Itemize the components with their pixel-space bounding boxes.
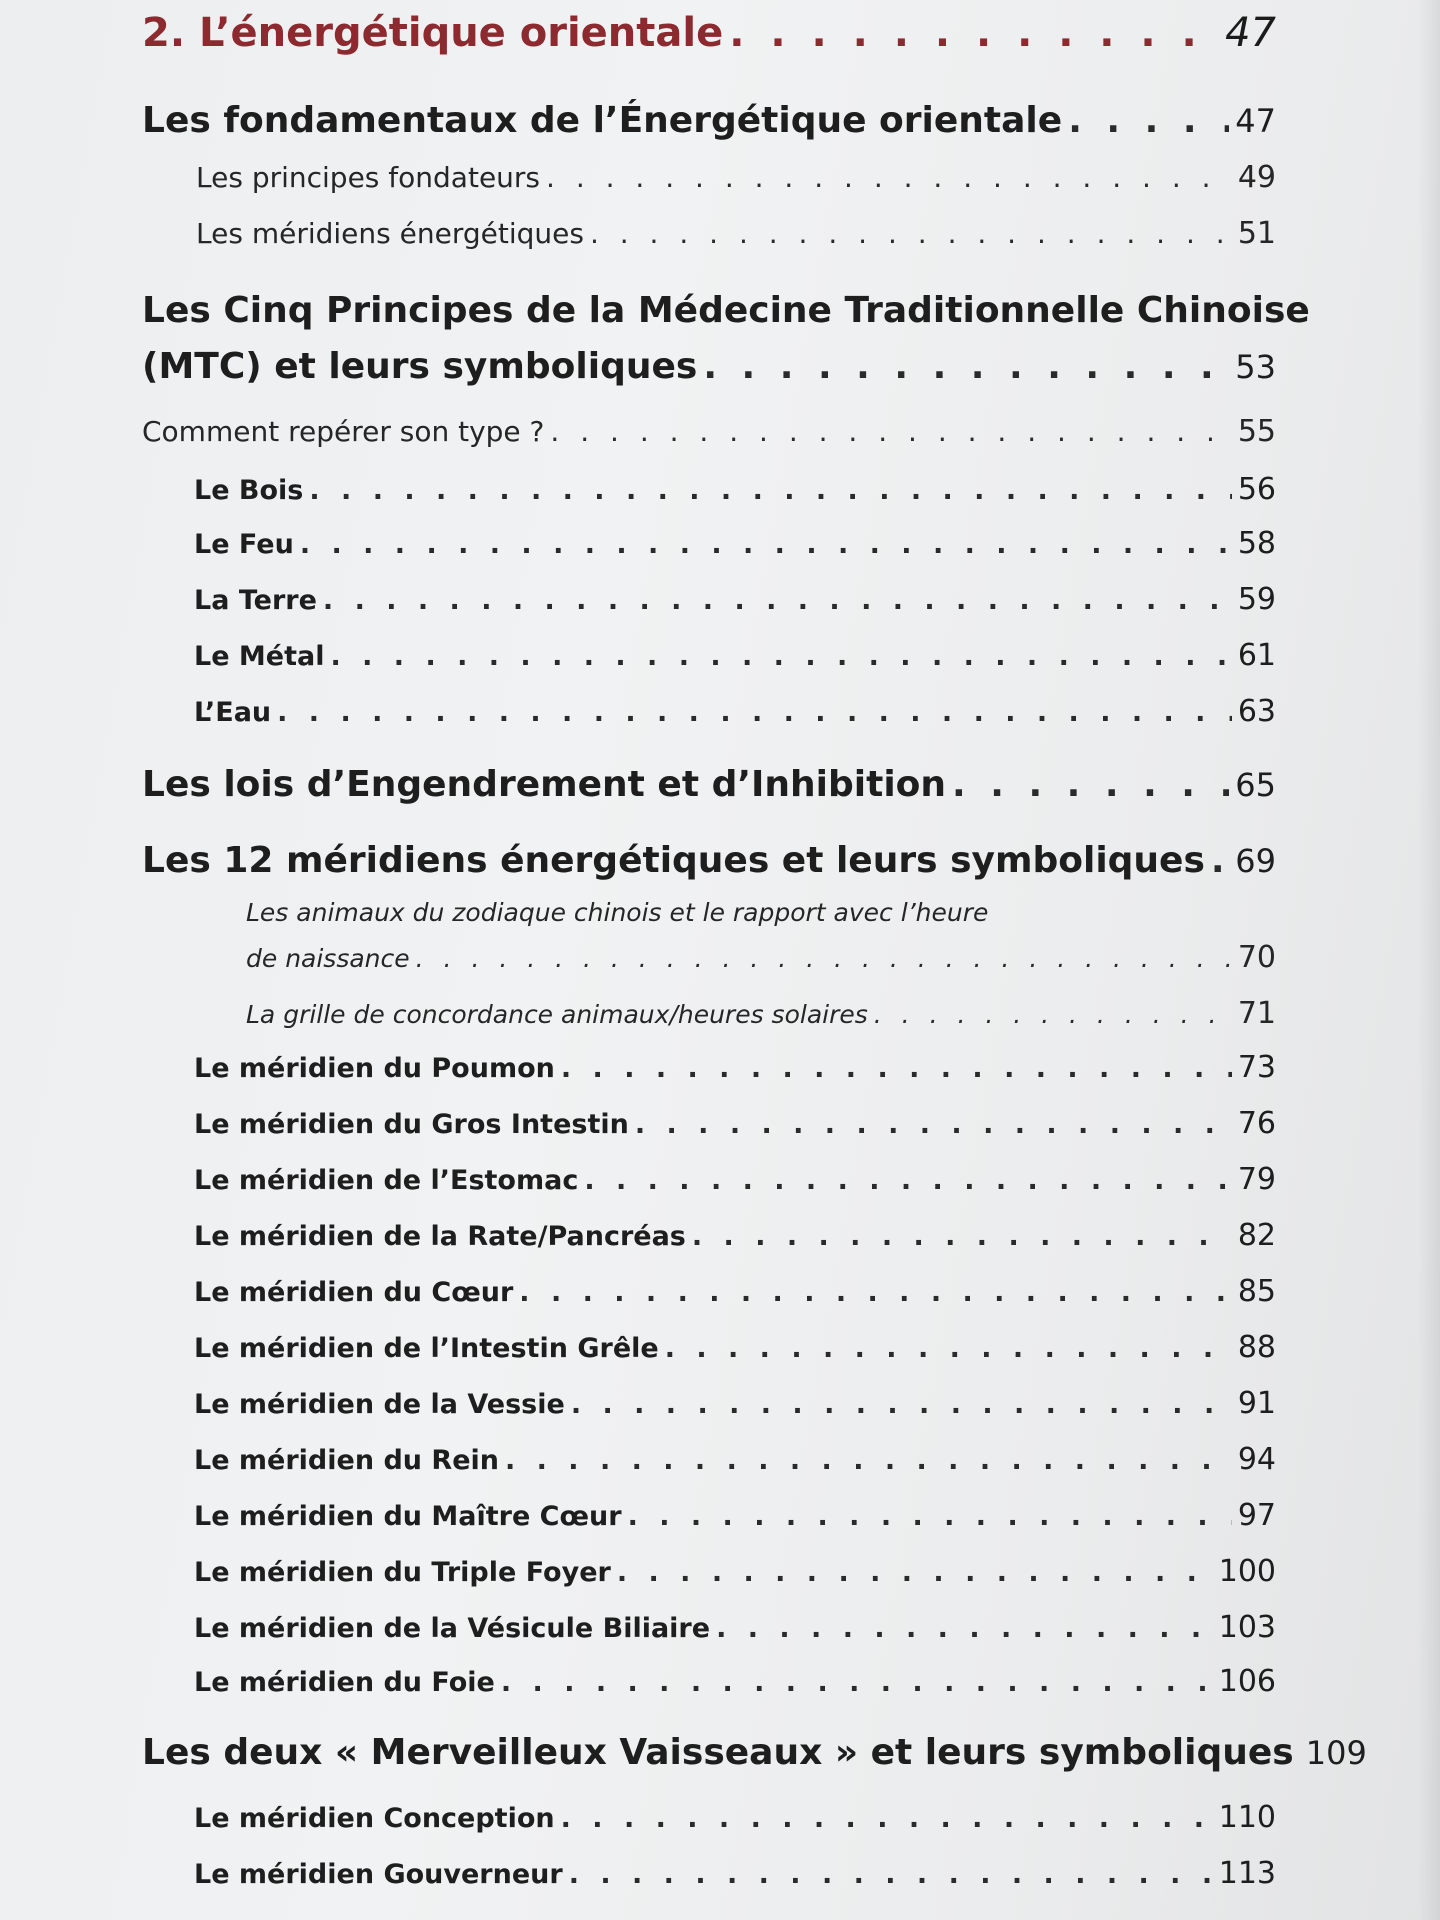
dot-leader bbox=[628, 1501, 1232, 1532]
chapter-page-number: 47 bbox=[1225, 10, 1276, 56]
toc-entry-meridien-gros-intestin[interactable] bbox=[194, 1106, 1276, 1141]
toc-entry-page: 110 bbox=[1218, 1800, 1276, 1835]
toc-entry-page: 79 bbox=[1237, 1162, 1276, 1197]
toc-entry-page: 47 bbox=[1235, 102, 1276, 140]
toc-entry-label: La grille de concordance animaux/heures solaires bbox=[246, 1000, 868, 1029]
dot-leader bbox=[546, 161, 1232, 194]
toc-entry-page: 88 bbox=[1237, 1330, 1276, 1365]
dot-leader bbox=[550, 415, 1231, 448]
toc-entry-page: 100 bbox=[1218, 1554, 1276, 1589]
toc-entry-meridien-rein[interactable] bbox=[194, 1442, 1276, 1477]
toc-entry-label: (MTC) et leurs symboliques bbox=[142, 346, 698, 387]
dot-leader bbox=[561, 1803, 1213, 1834]
toc-entry-label: Le méridien de l’Estomac bbox=[194, 1165, 579, 1196]
toc-entry-meridien-vesicule-biliaire[interactable] bbox=[194, 1610, 1276, 1645]
toc-entry-meridien-coeur[interactable] bbox=[194, 1274, 1276, 1309]
dot-leader bbox=[874, 1000, 1232, 1029]
toc-entry-label: Comment repérer son type ? bbox=[142, 415, 545, 448]
dot-leader bbox=[323, 585, 1232, 616]
toc-entry-label: Les principes fondateurs bbox=[196, 161, 541, 194]
dot-leader bbox=[519, 1277, 1232, 1308]
toc-entry-meridien-estomac[interactable] bbox=[194, 1162, 1276, 1197]
toc-entry-animaux-zodiaque-line1[interactable]: Les animaux du zodiaque chinois et le rapport avec l’heure bbox=[246, 898, 989, 927]
toc-entry-label: Le méridien de la Vessie bbox=[194, 1389, 565, 1420]
toc-entry-label: Le méridien de la Vésicule Biliaire bbox=[194, 1613, 711, 1644]
toc-entry-page: 106 bbox=[1218, 1664, 1276, 1699]
toc-entry-page: 70 bbox=[1237, 940, 1276, 975]
toc-entry-12-meridiens[interactable] bbox=[142, 840, 1276, 881]
dot-leader bbox=[505, 1445, 1232, 1476]
toc-entry-page: 109 bbox=[1305, 1734, 1367, 1772]
toc-entry-metal[interactable] bbox=[194, 638, 1276, 673]
toc-entry-meridien-gouverneur[interactable] bbox=[194, 1856, 1276, 1891]
toc-entry-label: Le méridien de la Rate/Pancréas bbox=[194, 1221, 686, 1252]
dot-leader bbox=[665, 1333, 1232, 1364]
dot-leader bbox=[416, 944, 1232, 973]
dot-leader bbox=[277, 697, 1232, 728]
toc-entry-page: 58 bbox=[1237, 526, 1276, 561]
toc-entry-page: 85 bbox=[1237, 1274, 1276, 1309]
dot-leader bbox=[561, 1053, 1232, 1084]
toc-entry-page: 94 bbox=[1237, 1442, 1276, 1477]
toc-entry-animaux-zodiaque[interactable] bbox=[246, 940, 1276, 975]
toc-entry-page: 56 bbox=[1237, 472, 1276, 507]
toc-entry-page: 103 bbox=[1218, 1610, 1276, 1645]
toc-entry-label: Le méridien du Maître Cœur bbox=[194, 1501, 622, 1532]
toc-entry-label: Les lois d’Engendrement et d’Inhibition bbox=[142, 764, 947, 805]
toc-entry-page: 59 bbox=[1237, 582, 1276, 617]
toc-entry-page: 65 bbox=[1235, 766, 1276, 804]
toc-entry-label: Le méridien du Triple Foyer bbox=[194, 1557, 611, 1588]
toc-entry-cinq-principes-line1[interactable]: Les Cinq Principes de la Médecine Traditionnelle Chinoise bbox=[142, 290, 1310, 331]
dot-leader bbox=[716, 1613, 1213, 1644]
toc-entry-label: Le méridien du Gros Intestin bbox=[194, 1109, 629, 1140]
dot-leader bbox=[1211, 840, 1229, 881]
toc-entry-meridien-foie[interactable] bbox=[194, 1664, 1276, 1699]
toc-entry-label: Le Métal bbox=[194, 641, 325, 672]
chapter-number: 2. bbox=[142, 10, 186, 56]
dot-leader bbox=[309, 475, 1231, 506]
toc-entry-meridien-vessie[interactable] bbox=[194, 1386, 1276, 1421]
toc-entry-label: Les deux « Merveilleux Vaisseaux » et leurs symboliques bbox=[142, 1732, 1294, 1773]
toc-entry-meridien-intestin-grele[interactable] bbox=[194, 1330, 1276, 1365]
toc-entry-label: Le Bois bbox=[194, 475, 304, 506]
toc-entry-label: Les fondamentaux de l’Énergétique orientale bbox=[142, 100, 1063, 141]
toc-entry-cinq-principes[interactable] bbox=[142, 346, 1276, 387]
page-spine-shadow bbox=[1418, 0, 1440, 1920]
dot-leader bbox=[584, 1165, 1231, 1196]
toc-entry-page: 61 bbox=[1237, 638, 1276, 673]
dot-leader bbox=[590, 217, 1232, 250]
toc-entry-label: Le Feu bbox=[194, 529, 294, 560]
toc-entry-label: Le méridien du Cœur bbox=[194, 1277, 514, 1308]
toc-entry-page: 73 bbox=[1237, 1050, 1276, 1085]
dot-leader bbox=[569, 1859, 1213, 1890]
dot-leader bbox=[692, 1221, 1232, 1252]
toc-entry-label: Le méridien du Rein bbox=[194, 1445, 499, 1476]
dot-leader bbox=[571, 1389, 1232, 1420]
toc-entry-label: Le méridien du Poumon bbox=[194, 1053, 555, 1084]
toc-entry-meridien-conception[interactable] bbox=[194, 1800, 1276, 1835]
toc-entry-page: 69 bbox=[1235, 842, 1276, 880]
toc-entry-page: 63 bbox=[1237, 694, 1276, 729]
toc-chapter-heading[interactable] bbox=[142, 10, 1276, 56]
dot-leader bbox=[501, 1667, 1213, 1698]
toc-entry-merveilleux-vaisseaux[interactable] bbox=[142, 1732, 1367, 1773]
toc-entry-page: 91 bbox=[1237, 1386, 1276, 1421]
toc-entry-label: Les méridiens énergétiques bbox=[196, 217, 584, 250]
toc-entry-principes-fondateurs[interactable] bbox=[196, 160, 1276, 195]
toc-entry-page: 76 bbox=[1237, 1106, 1276, 1141]
toc-entry-reperer-type[interactable] bbox=[142, 414, 1276, 449]
toc-entry-page: 71 bbox=[1237, 996, 1276, 1031]
toc-entry-page: 82 bbox=[1237, 1218, 1276, 1253]
toc-entry-meridien-maitre-coeur[interactable] bbox=[194, 1498, 1276, 1533]
toc-entry-meridien-triple-foyer[interactable] bbox=[194, 1554, 1276, 1589]
toc-entry-page: 97 bbox=[1237, 1498, 1276, 1533]
toc-entry-page: 53 bbox=[1235, 348, 1276, 386]
dot-leader bbox=[1068, 100, 1229, 141]
dot-leader bbox=[635, 1109, 1232, 1140]
toc-entry-label: La Terre bbox=[194, 585, 317, 616]
toc-entry-page: 51 bbox=[1237, 216, 1276, 251]
toc-entry-bois[interactable] bbox=[194, 472, 1276, 507]
chapter-title: L’énergétique orientale bbox=[199, 10, 724, 56]
dot-leader bbox=[729, 10, 1219, 56]
toc-entry-page: 49 bbox=[1237, 160, 1276, 195]
toc-entry-label: Le méridien Gouverneur bbox=[194, 1859, 563, 1890]
toc-entry-page: 113 bbox=[1218, 1856, 1276, 1891]
toc-entry-label: L’Eau bbox=[194, 697, 272, 728]
toc-entry-meridiens-energetiques[interactable] bbox=[196, 216, 1276, 251]
dot-leader bbox=[703, 346, 1229, 387]
dot-leader bbox=[952, 764, 1229, 805]
toc-entry-meridien-poumon[interactable] bbox=[194, 1050, 1276, 1085]
toc-entry-lois-engendrement[interactable] bbox=[142, 764, 1276, 805]
toc-entry-label: Les 12 méridiens énergétiques et leurs symboliques bbox=[142, 840, 1205, 881]
toc-entry-grille-concordance[interactable] bbox=[246, 996, 1276, 1031]
toc-entry-meridien-rate-pancreas[interactable] bbox=[194, 1218, 1276, 1253]
dot-leader bbox=[330, 641, 1231, 672]
toc-entry-feu[interactable] bbox=[194, 526, 1276, 561]
toc-entry-label: Le méridien de l’Intestin Grêle bbox=[194, 1333, 659, 1364]
dot-leader bbox=[617, 1557, 1213, 1588]
dot-leader bbox=[300, 529, 1232, 560]
toc-entry-eau[interactable] bbox=[194, 694, 1276, 729]
toc-entry-label: de naissance bbox=[246, 944, 410, 973]
toc-entry-page: 55 bbox=[1237, 414, 1276, 449]
toc-entry-label: Le méridien du Foie bbox=[194, 1667, 495, 1698]
toc-entry-fondamentaux[interactable] bbox=[142, 100, 1276, 141]
toc-entry-terre[interactable] bbox=[194, 582, 1276, 617]
toc-entry-label: Le méridien Conception bbox=[194, 1803, 555, 1834]
